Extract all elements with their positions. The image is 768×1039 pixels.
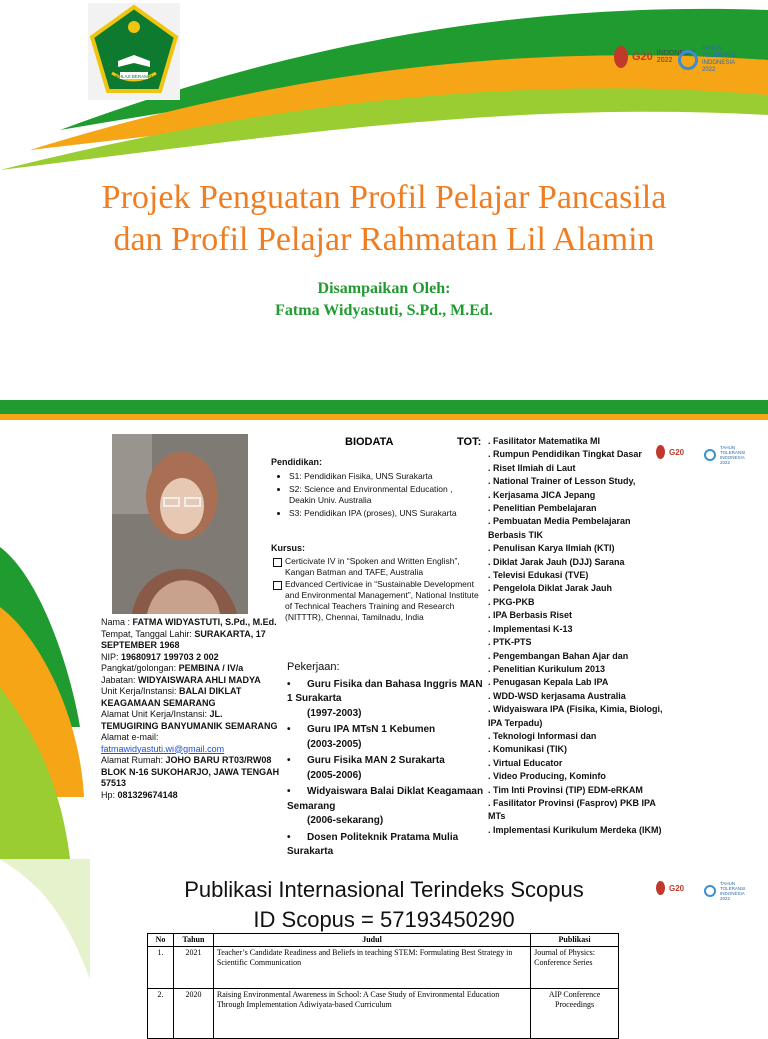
col-publikasi: Publikasi — [531, 934, 619, 947]
tot-item: . Video Producing, Kominfo — [488, 771, 606, 782]
tot-item: . IPA Berbasis Riset — [488, 610, 573, 621]
g20-sub: INDONESIA 2022 — [656, 50, 695, 64]
tahun-toleransi-logo: TAHUN TOLERANSI INDONESIA 2022 — [704, 445, 745, 465]
g20-icon — [656, 881, 665, 895]
col-no: No — [148, 934, 174, 947]
tot-item: . Implementasi K-13 — [488, 623, 573, 634]
publikasi-table — [147, 933, 619, 1039]
toleransi-icon — [678, 50, 698, 70]
tot-item: . Widyaiswara IPA (Fisika, Kimia, Biologi, IPA Terpadu) — [488, 704, 663, 728]
tot-item: . Rumpun Pendidikan Tingkat Dasar — [488, 449, 642, 460]
table-row — [148, 989, 619, 1039]
cell-tahun: 2020 — [173, 989, 213, 1039]
info-email-label: Alamat e-mail: — [101, 732, 159, 742]
tahun-toleransi-logo: TAHUN TOLERANSI INDONESIA 2022 — [678, 46, 736, 74]
tot-item: . Diklat Jarak Jauh (DJJ) Sarana — [488, 556, 625, 567]
pekerjaan-item: • Guru Fisika dan Bahasa Inggris MAN 1 Surakarta (1997-2003) — [287, 678, 483, 719]
kursus-item: Edvanced Certivicae in “Sustainable Development and Environmental Management”, National Institute of Technical Teachers Training and Research (NITTTR), Chennai, Tamilnadu, India — [271, 579, 486, 623]
kursus-title: Kursus: — [271, 543, 306, 553]
tot-item: . Pembuatan Media Pembelajaran Berbasis TIK — [488, 516, 631, 540]
tot-item: . PTK-PTS — [488, 637, 532, 648]
tot-item: . Tim Inti Provinsi (TIP) EDM-eRKAM — [488, 784, 643, 795]
table-header-row — [148, 934, 619, 947]
tot-item: . Riset Ilmiah di Laut — [488, 462, 576, 473]
tot-item: . Komunikasi (TIK) — [488, 744, 568, 755]
info-alamat-kerja: Alamat Unit Kerja/Instansi: JL. TEMUGIRING BANYUMANIK SEMARANG — [101, 709, 278, 731]
info-pangkat: Pangkat/golongan: PEMBINA / IV/a — [101, 663, 244, 673]
tot-item: . Teknologi Informasi dan — [488, 730, 597, 741]
tot-item: . PKG-PKB — [488, 596, 535, 607]
g20-logo: G20 — [656, 881, 684, 895]
profile-photo — [112, 434, 248, 614]
email-link[interactable]: fatmawidyastuti.wi@gmail.com — [101, 743, 225, 754]
tot-item: . National Trainer of Lesson Study, — [488, 476, 636, 487]
g20-text: G20 — [632, 51, 653, 63]
tot-item: . Pengembangan Bahan Ajar dan — [488, 650, 629, 661]
info-nama: Nama : FATMA WIDYASTUTI, S.Pd., M.Ed. — [101, 617, 277, 627]
presenter-name: Fatma Widyastuti, S.Pd., M.Ed. — [275, 302, 493, 319]
personal-info — [101, 617, 281, 801]
slide-divider — [0, 400, 768, 427]
pendidikan-section — [271, 457, 481, 521]
toleransi-icon — [704, 449, 716, 461]
kemenag-logo — [88, 3, 180, 100]
tot-item: . Televisi Edukasi (TVE) — [488, 570, 589, 581]
tot-item: . Penelitian Kurikulum 2013 — [488, 663, 606, 674]
kursus-item: Certicivate IV in “Spoken and Written English”, Kangan Batman and TAFE, Australia — [271, 556, 486, 578]
kursus-section — [271, 543, 486, 624]
g20-icon — [614, 46, 628, 68]
pekerjaan-item: • Guru Fisika MAN 2 Surakarta (2005-2006) — [287, 755, 445, 781]
presented-by-label: Disampaikan Oleh: — [317, 280, 451, 297]
tot-label: TOT: — [457, 436, 482, 448]
logo-motto: IKHLAS BERAMAL — [114, 74, 154, 79]
cell-no: 2. — [148, 989, 174, 1039]
toleransi-icon — [704, 885, 716, 897]
pekerjaan-title: Pekerjaan: — [287, 661, 340, 673]
tot-item: . Implementasi Kurikulum Merdeka (IKM) — [488, 824, 662, 835]
publikasi-slide — [0, 859, 768, 1024]
tot-item: . WDD-WSD kerjasama Australia — [488, 690, 626, 701]
publikasi-title: Publikasi Internasional Terindeks Scopus ID Scopus = 57193450290 — [184, 877, 584, 932]
pendidikan-item: • S2: Science and Environmental Education , Deakin Univ. Australia — [289, 484, 481, 506]
col-tahun: Tahun — [173, 934, 213, 947]
info-hp: Hp: 081329674148 — [101, 789, 178, 800]
col-judul: Judul — [213, 934, 530, 947]
tahun-toleransi-logo: TAHUN TOLERANSI INDONESIA 2022 — [704, 881, 745, 901]
title-slide — [0, 0, 768, 402]
pendidikan-item: • S1: Pendidikan Fisika, UNS Surakarta — [289, 471, 481, 482]
info-nip: NIP: 19680917 199703 2 002 — [101, 651, 219, 662]
info-alamat-rumah: Alamat Rumah: JOHO BARU RT03/RW08 BLOK N-16 SUKOHARJO, JAWA TENGAH 57513 — [101, 755, 280, 788]
biodata-slide — [0, 427, 768, 859]
tot-item: . Virtual Educator — [488, 757, 563, 768]
pekerjaan-item: • Widyaiswara Balai Diklat Keagamaan Semarang (2006-sekarang) — [287, 786, 484, 826]
pendidikan-item: • S3: Pendidikan IPA (proses), UNS Surakarta — [289, 508, 481, 519]
pendidikan-title: Pendidikan: — [271, 457, 323, 467]
pekerjaan-item: • Guru IPA MTsN 1 Kebumen (2003-2005) — [287, 724, 436, 750]
biodata-title: BIODATA — [345, 436, 394, 448]
presentation-title: Projek Penguatan Profil Pelajar Pancasila dan Profil Pelajar Rahmatan Lil Alamin — [101, 179, 667, 258]
table-row — [148, 947, 619, 989]
info-jabatan: Jabatan: WIDYAISWARA AHLI MADYA — [101, 674, 261, 685]
pekerjaan-item: • Dosen Politeknik Pratama Mulia Surakarta — [287, 831, 459, 857]
cell-judul: Raising Environmental Awareness in School: A Case Study of Environmental Education Through Implementation Adiwiyata-based Curriculum — [213, 989, 530, 1039]
cell-publikasi: Journal of Physics: Conference Series — [531, 947, 619, 989]
tot-item: . Penulisan Karya Ilmiah (KTI) — [488, 543, 615, 554]
info-email — [101, 744, 281, 756]
info-ttl: Tempat, Tanggal Lahir: SURAKARTA, 17 SEPTEMBER 1968 — [101, 628, 266, 650]
pekerjaan-section — [287, 660, 487, 876]
tot-item: . Kerjasama JICA Jepang — [488, 489, 596, 500]
cell-publikasi: AIP Conference Proceedings — [531, 989, 619, 1039]
tot-list — [488, 435, 668, 837]
tot-item: . Penelitian Pembelajaran — [488, 503, 597, 514]
tot-item: . Pengelola Diklat Jarak Jauh — [488, 583, 613, 594]
tot-item: . Penugasan Kepala Lab IPA — [488, 677, 609, 688]
cell-no: 1. — [148, 947, 174, 989]
cell-judul: Teacher’s Candidate Readiness and Beliefs in teaching STEM: Formulating Best Strategy in Scientific Communication — [213, 947, 530, 989]
tot-item: . Fasilitator Matematika MI — [488, 436, 601, 446]
g20-logo: G20 — [656, 445, 684, 459]
g20-icon — [656, 445, 665, 459]
info-unit-kerja: Unit Kerja/Instansi: BALAI DIKLAT KEAGAMAAN SEMARANG — [101, 686, 242, 708]
cell-tahun: 2021 — [173, 947, 213, 989]
pentagon-emblem-icon — [88, 3, 180, 100]
tot-item: . Fasilitator Provinsi (Fasprov) PKB IPA MTs — [488, 797, 656, 822]
